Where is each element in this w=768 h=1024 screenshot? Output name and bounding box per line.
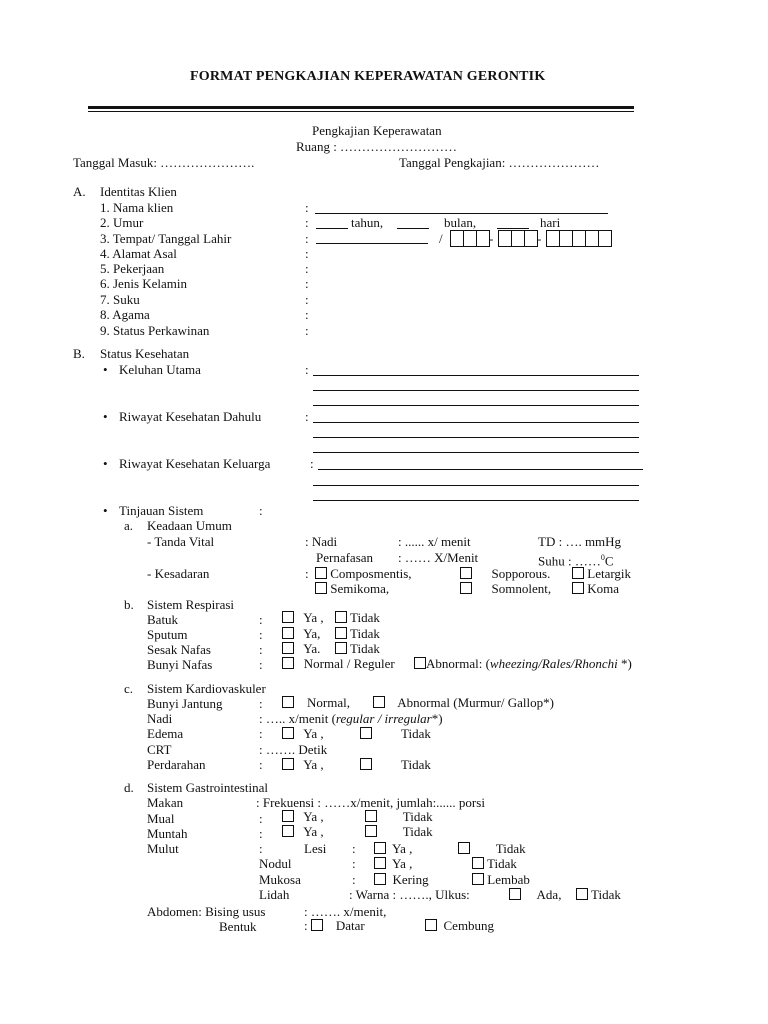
- option-label: Composmentis,: [330, 566, 412, 581]
- normal-label: Normal,: [307, 695, 350, 710]
- ya-label: Ya ,: [303, 757, 324, 772]
- lidah-field[interactable]: : Warna : ……., Ulkus:: [349, 887, 470, 902]
- option-label: Letargik: [587, 566, 632, 581]
- colon: :: [305, 566, 309, 581]
- riwayat-dahulu-line-3[interactable]: [313, 452, 639, 453]
- ulkus-ada[interactable]: [509, 887, 561, 902]
- item-ttl: 3. Tempat/ Tanggal Lahir: [100, 231, 232, 246]
- colon: :: [305, 261, 309, 276]
- section-a-heading: Identitas Klien: [100, 184, 177, 199]
- colon: :: [352, 872, 356, 887]
- colon: :: [259, 642, 263, 657]
- tanggal-masuk-field[interactable]: Tanggal Masuk: ………………….: [73, 155, 255, 170]
- item-jenis-kelamin: 6. Jenis Kelamin: [100, 276, 188, 291]
- colon: :: [305, 231, 309, 246]
- colon: :: [259, 811, 263, 826]
- checkbox-icon[interactable]: [311, 919, 323, 931]
- perdarahan-label: Perdarahan: [147, 757, 206, 772]
- checkbox-icon[interactable]: [365, 810, 377, 822]
- bunyi-nafas-normal[interactable]: [282, 656, 395, 671]
- gastro-heading: Sistem Gastrointestinal: [147, 780, 268, 795]
- keadaan-umum-heading: Keadaan Umum: [147, 518, 232, 533]
- tanggal-pengkajian-field[interactable]: Tanggal Pengkajian: …………………: [399, 155, 600, 170]
- keluhan-line-1[interactable]: [313, 375, 639, 376]
- sesak-ya[interactable]: [282, 641, 320, 656]
- tidak-label: Tidak: [591, 887, 621, 902]
- ya-label: Ya ,: [303, 726, 324, 741]
- riwayat-dahulu-line-1[interactable]: [313, 422, 639, 423]
- nadi2-label: Nadi: [147, 711, 173, 726]
- suhu-text: Suhu : ……: [538, 553, 601, 569]
- nadi2-ital: regular / irregular: [335, 711, 432, 726]
- ulkus-tidak[interactable]: [576, 887, 621, 902]
- checkbox-icon[interactable]: [414, 657, 426, 669]
- datar-label: Datar: [335, 918, 365, 933]
- colon: :: [259, 826, 263, 841]
- ruang-field[interactable]: Ruang : ………………………: [296, 139, 458, 154]
- abnormal-types: wheezing/Rales/Rhonchi: [489, 656, 618, 671]
- ada-label: Ada,: [536, 887, 562, 902]
- sputum-label: Sputum: [147, 627, 188, 642]
- checkbox-icon[interactable]: [282, 627, 294, 639]
- lesi-label: Lesi: [304, 841, 327, 856]
- bentuk-label: Bentuk: [219, 919, 257, 934]
- tidak-label: Tidak: [402, 824, 433, 839]
- perdarahan-tidak[interactable]: [360, 757, 431, 772]
- mukosa-kering[interactable]: [374, 872, 429, 887]
- nadi-field[interactable]: : ...... x/ menit: [398, 534, 471, 549]
- umur-hari-field[interactable]: [497, 228, 529, 229]
- checkbox-icon[interactable]: [472, 873, 484, 885]
- checkbox-icon[interactable]: [374, 842, 386, 854]
- bunyi-nafas-abnormal[interactable]: [414, 656, 632, 671]
- ya-label: Ya ,: [392, 856, 413, 871]
- nodul-ya[interactable]: [374, 856, 412, 871]
- colon: :: [305, 246, 309, 261]
- sub-d-letter: d.: [124, 780, 134, 795]
- checkbox-icon[interactable]: [282, 696, 294, 708]
- title-rule-thick: [88, 106, 634, 109]
- somnolent-option[interactable]: [460, 581, 551, 596]
- colon: :: [305, 409, 309, 424]
- umur-bulan-field[interactable]: [397, 228, 429, 229]
- colon: :: [352, 856, 356, 871]
- tidak-label: Tidak: [487, 856, 517, 871]
- muntah-tidak[interactable]: [365, 824, 433, 839]
- riwayat-keluarga-line-1[interactable]: [318, 469, 643, 470]
- lesi-tidak[interactable]: [458, 841, 526, 856]
- slash: /: [439, 231, 443, 246]
- colon: :: [310, 456, 314, 471]
- degree-sup: 0: [600, 553, 605, 562]
- abnormal-label: Abnormal (Murmur/ Gallop*): [397, 695, 554, 710]
- riwayat-dahulu-label: Riwayat Kesehatan Dahulu: [119, 409, 262, 424]
- riwayat-keluarga-line-2[interactable]: [313, 485, 639, 486]
- checkbox-icon[interactable]: [335, 611, 347, 623]
- kesadaran-label: - Kesadaran: [147, 566, 210, 581]
- mual-ya[interactable]: [282, 809, 324, 824]
- pernafasan-field[interactable]: : …… X/Menit: [398, 550, 479, 565]
- ya-label: Ya ,: [303, 610, 324, 625]
- tidak-label: Tidak: [350, 641, 380, 656]
- bentuk-datar[interactable]: : Datar: [304, 918, 365, 933]
- mukosa-label: Mukosa: [259, 872, 301, 887]
- colon: :: [305, 362, 309, 377]
- nodul-label: Nodul: [259, 856, 292, 871]
- bullet-icon: •: [103, 503, 108, 518]
- checkbox-icon[interactable]: [460, 582, 472, 594]
- ya-label: Ya ,: [303, 824, 324, 839]
- colon: :: [259, 657, 263, 672]
- section-a-letter: A.: [73, 184, 86, 199]
- riwayat-keluarga-line-3[interactable]: [313, 500, 639, 501]
- tidak-label: Tidak: [402, 809, 433, 824]
- jantung-normal[interactable]: [282, 695, 350, 710]
- tanggal-lahir-month-cells[interactable]: [498, 230, 538, 247]
- edema-ya[interactable]: [282, 726, 324, 741]
- sub-a-letter: a.: [124, 518, 134, 533]
- mulut-label: Mulut: [147, 841, 179, 856]
- ya-label: Ya ,: [392, 841, 413, 856]
- tidak-label: Tidak: [350, 610, 380, 625]
- tidak-label: Tidak: [350, 626, 380, 641]
- tidak-label: Tidak: [401, 757, 431, 772]
- bising-usus-field[interactable]: : ……. x/menit,: [304, 904, 387, 919]
- keluhan-line-2[interactable]: [313, 390, 639, 391]
- option-label: Somnolent,: [491, 581, 552, 596]
- pernafasan-label: Pernafasan: [316, 550, 374, 565]
- mual-label: Mual: [147, 811, 175, 826]
- checkbox-icon[interactable]: [360, 727, 372, 739]
- checkbox-icon[interactable]: [458, 842, 470, 854]
- sub-c-letter: c.: [124, 681, 134, 696]
- nadi2-field[interactable]: [259, 711, 443, 726]
- ya-label: Ya.: [303, 641, 321, 656]
- checkbox-icon[interactable]: [365, 825, 377, 837]
- checkbox-icon[interactable]: [315, 567, 327, 579]
- section-b-letter: B.: [73, 346, 85, 361]
- checkbox-icon[interactable]: [572, 567, 584, 579]
- lesi-ya[interactable]: [374, 841, 412, 856]
- nadi-label: : Nadi: [305, 534, 338, 549]
- section-b-heading: Status Kesehatan: [100, 346, 190, 361]
- checkbox-icon[interactable]: [472, 857, 484, 869]
- bentuk-cembung[interactable]: [425, 918, 494, 933]
- checkbox-icon[interactable]: [335, 642, 347, 654]
- umur-tahun-field[interactable]: [316, 228, 348, 229]
- hari-label: hari: [540, 215, 561, 230]
- normal-label: Normal / Reguler: [303, 656, 395, 671]
- cembung-label: Cembung: [443, 918, 495, 933]
- item-suku: 7. Suku: [100, 292, 140, 307]
- jantung-abnormal[interactable]: [373, 695, 554, 710]
- bullet-icon: •: [103, 456, 108, 471]
- checkbox-icon[interactable]: [282, 657, 294, 669]
- keluhan-label: Keluhan Utama: [119, 362, 201, 377]
- suhu-unit: C: [604, 553, 614, 569]
- edema-tidak[interactable]: [360, 726, 431, 741]
- colon: :: [259, 841, 263, 856]
- abdomen-label: Abdomen: Bising usus: [147, 904, 266, 919]
- colon: :: [259, 627, 263, 642]
- nodul-tidak[interactable]: [472, 856, 517, 871]
- bunyi-nafas-label: Bunyi Nafas: [147, 657, 213, 672]
- item-agama: 8. Agama: [100, 307, 150, 322]
- colon: :: [305, 200, 309, 215]
- colon: :: [259, 612, 263, 627]
- subtitle: Pengkajian Keperawatan: [312, 123, 442, 138]
- tidak-label: Tidak: [401, 726, 431, 741]
- sputum-ya[interactable]: [282, 626, 320, 641]
- abnormal-end: *): [617, 656, 632, 671]
- bullet-icon: •: [103, 362, 108, 377]
- bulan-label: bulan,: [444, 215, 477, 230]
- batuk-tidak[interactable]: [335, 610, 380, 625]
- nama-field[interactable]: [315, 213, 608, 214]
- nadi2-text: : ….. x/menit (: [259, 711, 336, 726]
- checkbox-icon[interactable]: [373, 696, 385, 708]
- colon: :: [259, 726, 263, 741]
- nadi2-end: *): [431, 711, 443, 726]
- item-alamat: 4. Alamat Asal: [100, 246, 177, 261]
- mual-tidak[interactable]: [365, 809, 433, 824]
- colon: :: [259, 757, 263, 772]
- tanggal-lahir-day-cells[interactable]: [450, 230, 490, 247]
- checkbox-icon[interactable]: [282, 727, 294, 739]
- item-pekerjaan: 5. Pekerjaan: [100, 261, 165, 276]
- checkbox-icon[interactable]: [282, 642, 294, 654]
- checkbox-icon[interactable]: [572, 582, 584, 594]
- colon: :: [305, 323, 309, 338]
- edema-label: Edema: [147, 726, 184, 741]
- sesak-label: Sesak Nafas: [147, 642, 211, 657]
- checkbox-icon[interactable]: [576, 888, 588, 900]
- perdarahan-ya[interactable]: [282, 757, 324, 772]
- tanggal-lahir-year-cells[interactable]: [546, 230, 612, 247]
- checkbox-icon[interactable]: [460, 567, 472, 579]
- colon: :: [305, 215, 309, 230]
- colon: :: [305, 276, 309, 291]
- title-rule-thin: [88, 111, 634, 112]
- crt-label: CRT: [147, 742, 172, 757]
- item-nama: 1. Nama klien: [100, 200, 174, 215]
- tidak-label: Tidak: [495, 841, 526, 856]
- mukosa-lembab[interactable]: [472, 872, 530, 887]
- letargik-option[interactable]: [572, 566, 631, 581]
- sopporous-option[interactable]: [460, 566, 550, 581]
- bullet-icon: •: [103, 409, 108, 424]
- batuk-label: Batuk: [147, 612, 179, 627]
- abnormal-label: Abnormal: (: [426, 656, 490, 671]
- composmentis-option[interactable]: [315, 566, 412, 581]
- sub-b-letter: b.: [124, 597, 134, 612]
- checkbox-icon[interactable]: [335, 627, 347, 639]
- checkbox-icon[interactable]: [282, 758, 294, 770]
- bunyi-jantung-label: Bunyi Jantung: [147, 696, 223, 711]
- colon: :: [305, 307, 309, 322]
- item-umur: 2. Umur: [100, 215, 144, 230]
- option-label: Sopporous.: [491, 566, 551, 581]
- lembab-label: Lembab: [487, 872, 530, 887]
- crt-field[interactable]: : ……. Detik: [259, 742, 328, 757]
- checkbox-icon[interactable]: [509, 888, 521, 900]
- makan-field[interactable]: : Frekuensi : ……x/menit, jumlah:...... porsi: [256, 795, 485, 810]
- option-label: Semikoma,: [330, 581, 390, 596]
- tahun-label: tahun,: [351, 215, 384, 230]
- document-title: FORMAT PENGKAJIAN KEPERAWATAN GERONTIK: [190, 69, 546, 84]
- sputum-tidak[interactable]: [335, 626, 380, 641]
- kering-label: Kering: [392, 872, 429, 887]
- sesak-tidak[interactable]: [335, 641, 380, 656]
- checkbox-icon[interactable]: [282, 611, 294, 623]
- checkbox-icon[interactable]: [425, 919, 437, 931]
- batuk-ya[interactable]: [282, 610, 324, 625]
- checkbox-icon[interactable]: [360, 758, 372, 770]
- checkbox-icon[interactable]: [282, 810, 294, 822]
- tempat-lahir-field[interactable]: [316, 243, 428, 244]
- ya-label: Ya ,: [303, 809, 324, 824]
- semikoma-option[interactable]: [315, 581, 389, 596]
- colon: :: [259, 696, 263, 711]
- kardio-heading: Sistem Kardiovaskuler: [147, 681, 266, 696]
- colon: :: [305, 292, 309, 307]
- checkbox-icon[interactable]: [315, 582, 327, 594]
- colon: :: [259, 503, 263, 518]
- ya-label: Ya,: [303, 626, 321, 641]
- muntah-ya[interactable]: [282, 824, 324, 839]
- koma-option[interactable]: [572, 581, 619, 596]
- muntah-label: Muntah: [147, 826, 188, 841]
- keluhan-line-3[interactable]: [313, 405, 639, 406]
- respirasi-heading: Sistem Respirasi: [147, 597, 235, 612]
- tanda-vital-label: - Tanda Vital: [147, 534, 215, 549]
- lidah-label: Lidah: [259, 887, 290, 902]
- checkbox-icon[interactable]: [374, 873, 386, 885]
- item-status-perkawinan: 9. Status Perkawinan: [100, 323, 210, 338]
- riwayat-keluarga-label: Riwayat Kesehatan Keluarga: [119, 456, 271, 471]
- riwayat-dahulu-line-2[interactable]: [313, 437, 639, 438]
- td-field[interactable]: TD : …. mmHg: [538, 534, 622, 549]
- checkbox-icon[interactable]: [282, 825, 294, 837]
- dash: -: [537, 231, 542, 246]
- option-label: Koma: [587, 581, 620, 596]
- colon: :: [352, 841, 356, 856]
- dash: -: [489, 231, 494, 246]
- makan-label: Makan: [147, 795, 184, 810]
- checkbox-icon[interactable]: [374, 857, 386, 869]
- tinjauan-label: Tinjauan Sistem: [119, 503, 204, 518]
